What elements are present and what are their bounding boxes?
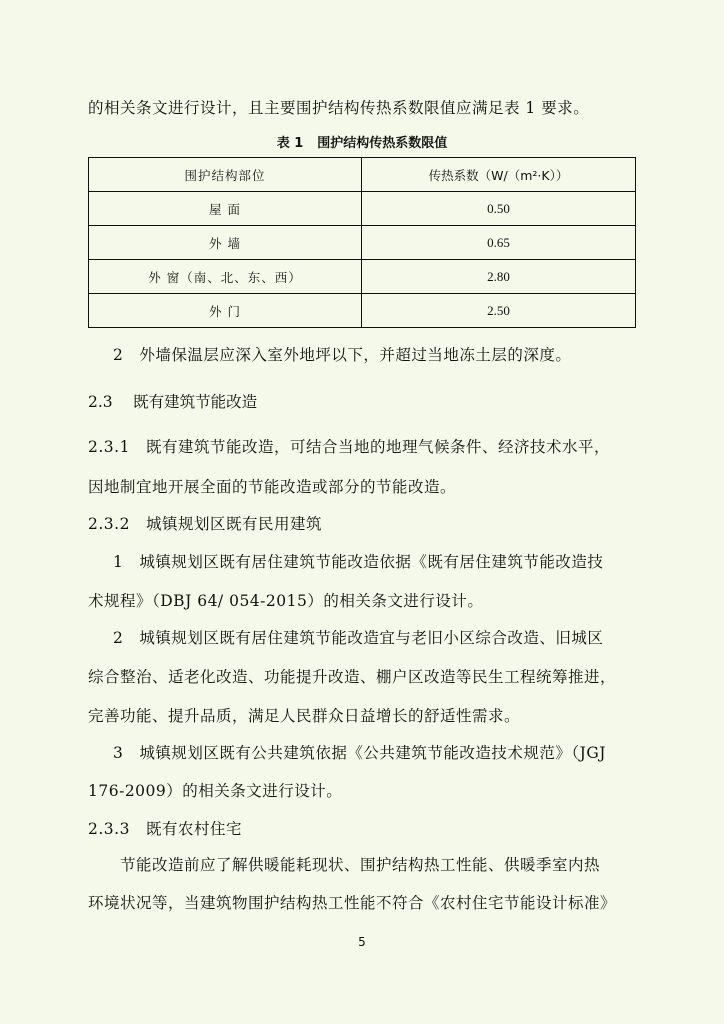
table-cell-value: 2.80 <box>362 260 636 294</box>
item-2-frozen-soil: 2 外墙保温层应深入室外地坪以下，并超过当地冻土层的深度。 <box>113 346 572 364</box>
item-2-line1: 2 城镇规划区既有居住建筑节能改造宜与老旧小区综合改造、旧城区 <box>113 629 604 647</box>
item-3-line2: 176-2009）的相关条文进行设计。 <box>88 782 343 800</box>
table-cell-value: 0.50 <box>362 192 636 226</box>
table-cell-part: 外 门 <box>89 294 362 328</box>
table-cell-value: 2.50 <box>362 294 636 328</box>
item-3-line1: 3 城镇规划区既有公共建筑依据《公共建筑节能改造技术规范》（JGJ <box>113 744 606 762</box>
section-2-3-1-line2: 因地制宜地开展全面的节能改造或部分的节能改造。 <box>88 478 457 496</box>
table-caption-number: 表 1 <box>276 136 304 151</box>
table-caption-title: 围护结构传热系数限值 <box>317 136 448 151</box>
table-row <box>89 294 636 328</box>
table-header-value: 传热系数（W/（m²·K）） <box>362 158 636 192</box>
section-2-3-1-line1: 2.3.1 既有建筑节能改造，可结合当地的地理气候条件、经济技术水平， <box>88 438 610 456</box>
table-header-part: 围护结构部位 <box>89 158 362 192</box>
table-row <box>89 260 636 294</box>
table-header-row <box>89 158 636 192</box>
intro-line: 的相关条文进行设计，且主要围护结构传热系数限值应满足表 1 要求。 <box>88 99 590 117</box>
heat-transfer-table <box>88 157 636 328</box>
item-2-line3: 完善功能、提升品质，满足人民群众日益增长的舒适性需求。 <box>88 707 521 725</box>
table-cell-value: 0.65 <box>362 226 636 260</box>
section-2-3-2-heading: 2.3.2 城镇规划区既有民用建筑 <box>88 515 322 533</box>
rural-line1: 节能改造前应了解供暖能耗现状、围护结构热工性能、供暖季室内热 <box>120 856 601 874</box>
table-row <box>89 192 636 226</box>
table-caption <box>0 132 724 151</box>
page-number: 5 <box>358 935 366 949</box>
table-cell-part: 屋 面 <box>89 192 362 226</box>
item-2-line2: 综合整治、适老化改造、功能提升改造、棚户区改造等民生工程统筹推进， <box>88 668 617 686</box>
section-2-3-3-heading: 2.3.3 既有农村住宅 <box>88 820 242 838</box>
table-row <box>89 226 636 260</box>
item-1-line2: 术规程》（DBJ 64/ 054-2015）的相关条文进行设计。 <box>88 592 484 610</box>
section-2-3-heading: 2.3 既有建筑节能改造 <box>88 393 258 411</box>
table-cell-part: 外 窗（南、北、东、西） <box>89 260 362 294</box>
rural-line2: 环境状况等，当建筑物围护结构热工性能不符合《农村住宅节能设计标准》 <box>88 894 617 912</box>
table-cell-part: 外 墙 <box>89 226 362 260</box>
item-1-line1: 1 城镇规划区既有居住建筑节能改造依据《既有居住建筑节能改造技 <box>113 553 604 571</box>
